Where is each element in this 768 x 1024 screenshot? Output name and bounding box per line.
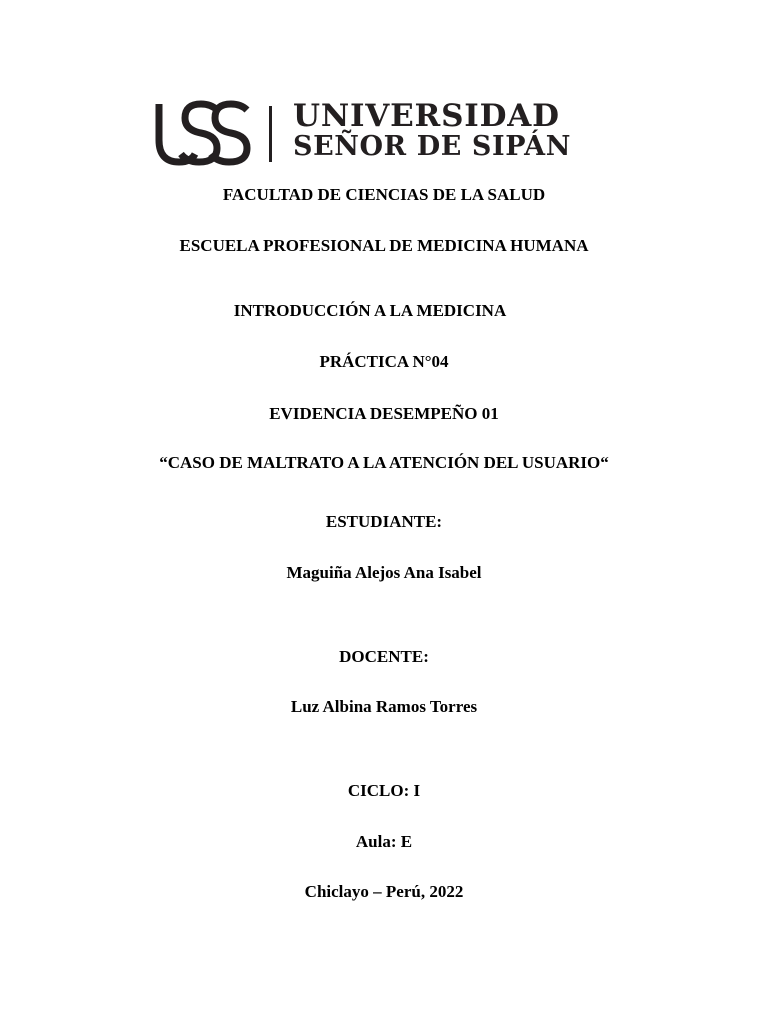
teacher-name: Luz Albina Ramos Torres <box>290 697 478 716</box>
faculty-heading: FACULTAD DE CIENCIAS DE LA SALUD <box>222 185 546 204</box>
course-title: INTRODUCCIÓN A LA MEDICINA <box>233 301 507 320</box>
place-date: Chiclayo – Perú, 2022 <box>304 882 464 901</box>
logo-name-line2: SEÑOR DE SIPÁN <box>293 131 572 162</box>
cycle-label: CICLO: I <box>347 781 421 800</box>
classroom-label: Aula: E <box>355 832 413 851</box>
logo-name-line1: UNIVERSIDAD <box>293 98 560 134</box>
uss-logo-mark-icon <box>155 100 251 166</box>
case-title: “CASO DE MALTRATO A LA ATENCIÓN DEL USUARIO“ <box>159 453 609 472</box>
practice-number: PRÁCTICA N°04 <box>319 352 449 371</box>
school-heading: ESCUELA PROFESIONAL DE MEDICINA HUMANA <box>179 236 589 255</box>
logo-divider <box>269 106 272 162</box>
student-name: Maguiña Alejos Ana Isabel <box>286 563 482 582</box>
university-logo <box>155 98 595 168</box>
evidence-label: EVIDENCIA DESEMPEÑO 01 <box>269 404 499 423</box>
teacher-label: DOCENTE: <box>339 647 429 666</box>
student-label: ESTUDIANTE: <box>325 512 443 531</box>
